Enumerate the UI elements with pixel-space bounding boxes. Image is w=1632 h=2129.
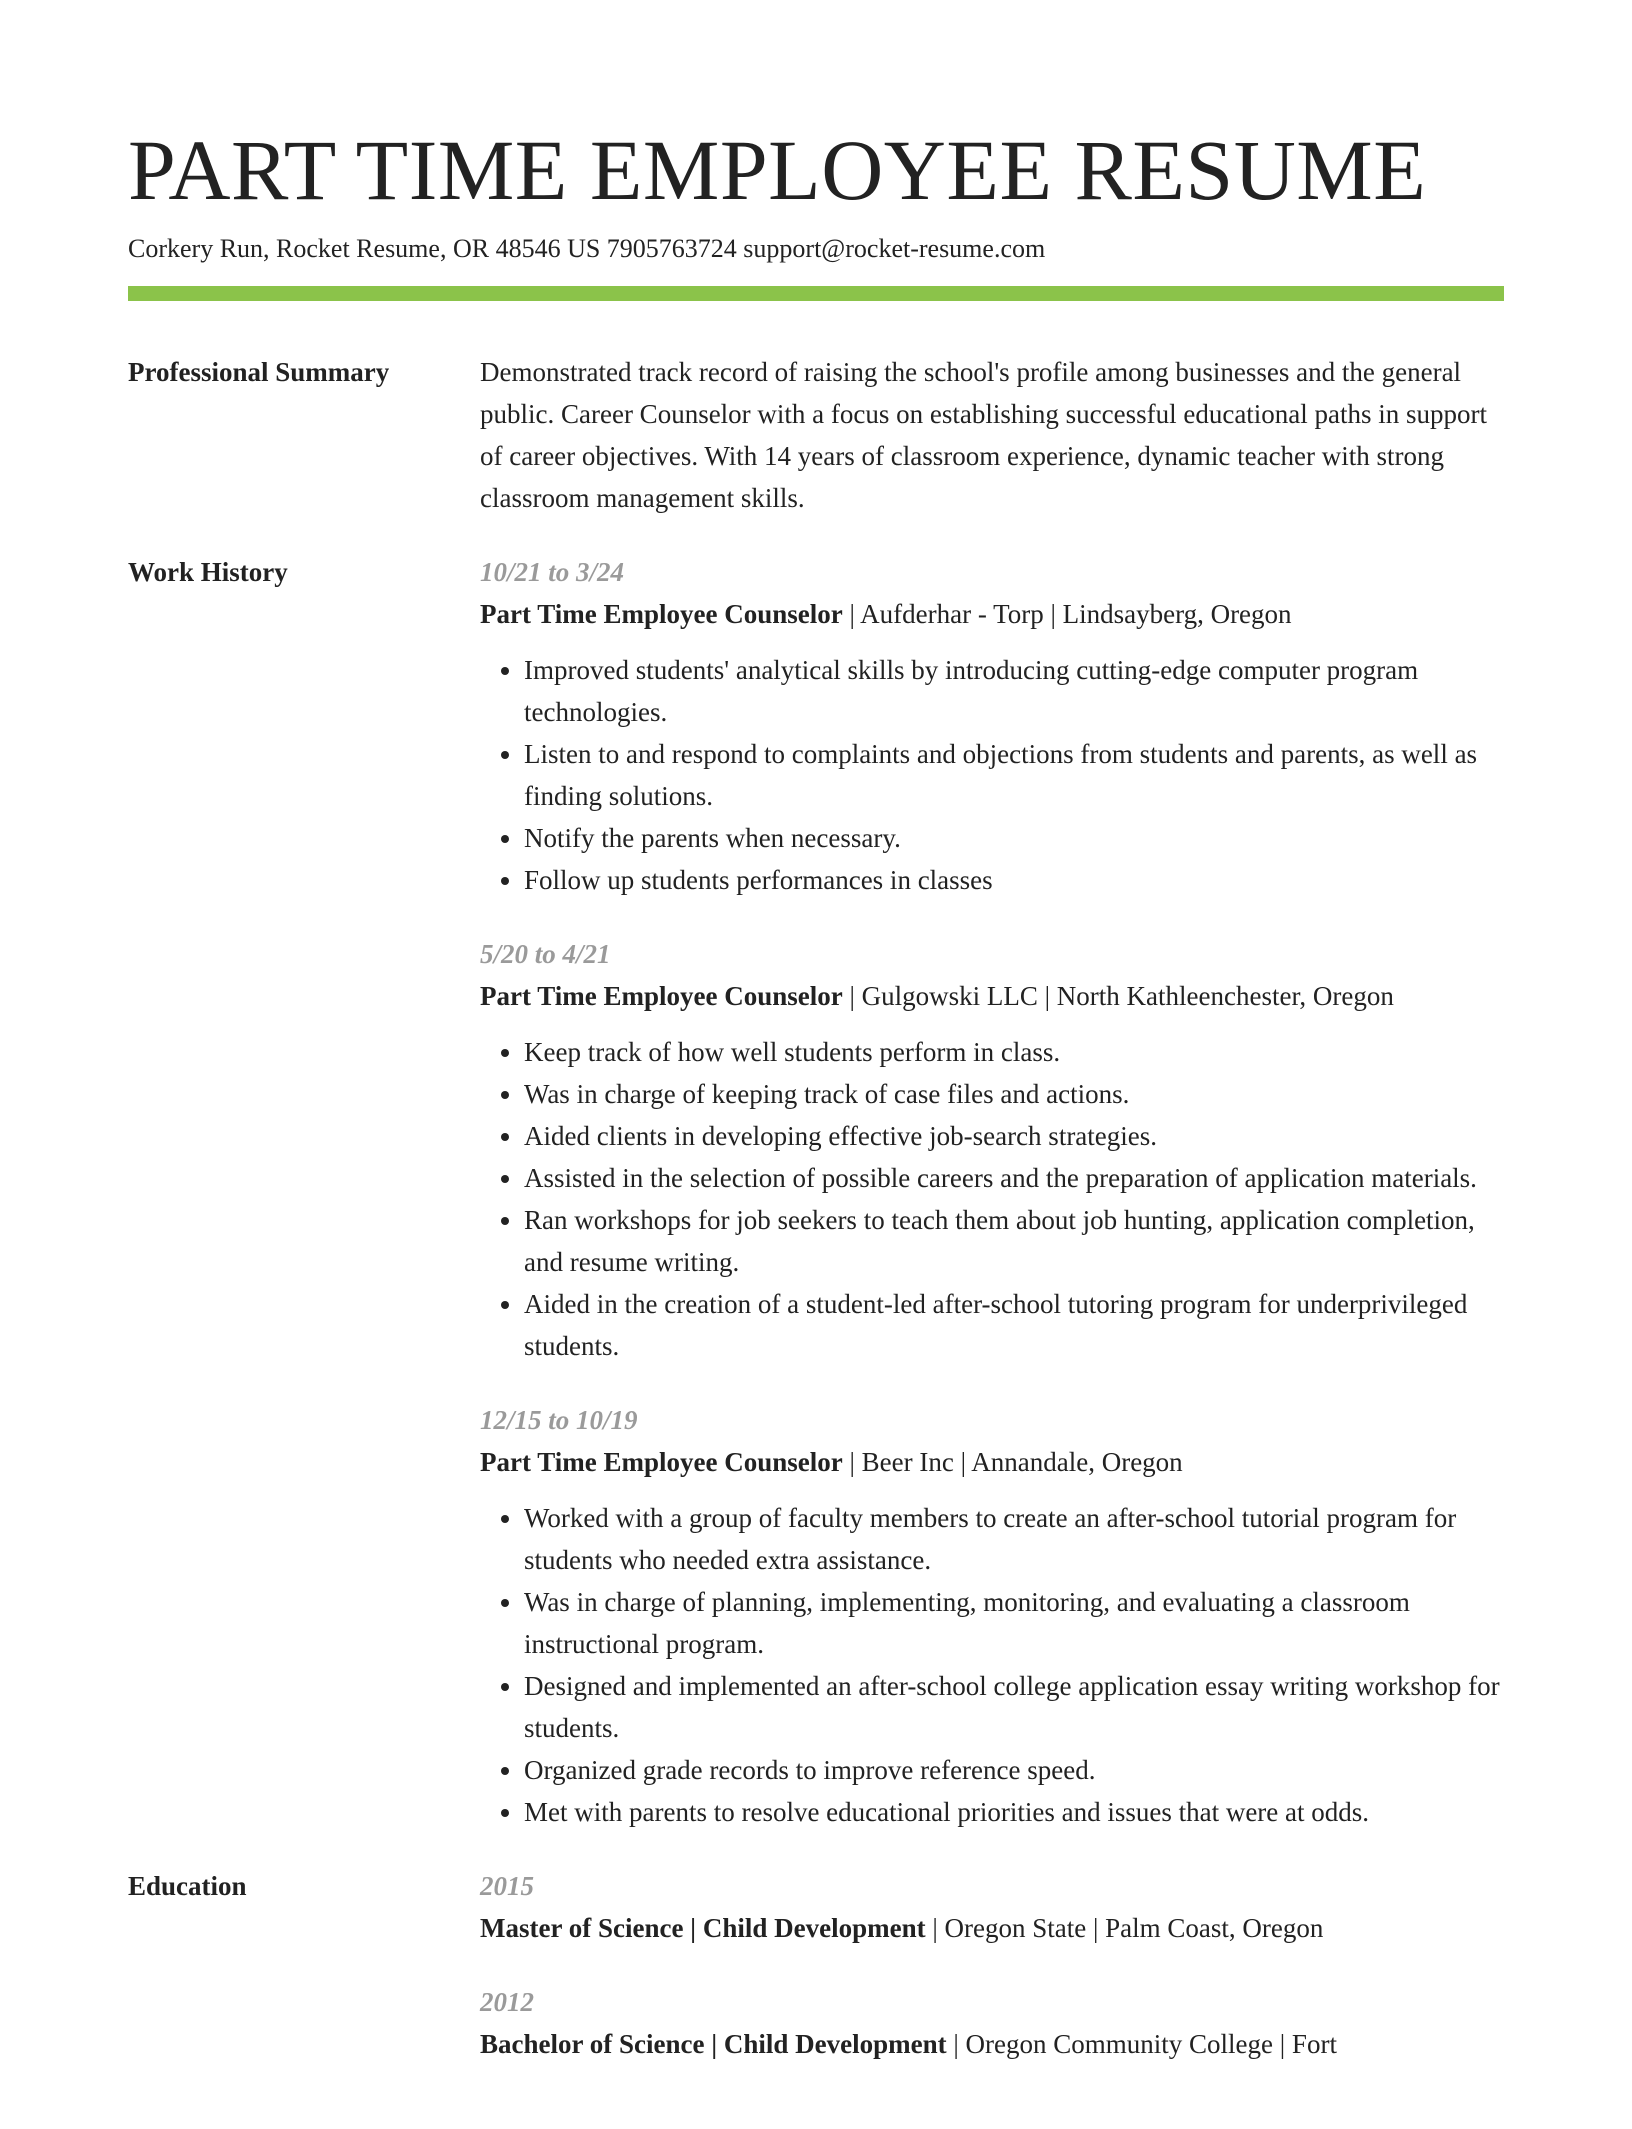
summary-body: [480, 351, 1504, 519]
job-bullet: • Assisted in the selection of possible careers and the preparation of application materials.: [524, 1157, 1504, 1199]
education-entry: [480, 1981, 1504, 2065]
job-bullet: • Listen to and respond to complaints and objections from students and parents, as well as finding solutions.: [524, 733, 1504, 817]
work-history-heading: Work History: [128, 557, 288, 587]
job-details: | Aufderhar - Torp | Lindsayberg, Oregon: [842, 599, 1292, 629]
education-year: 2012: [480, 1987, 534, 2017]
summary-section: [128, 351, 1504, 519]
job-bullets: [480, 1497, 1504, 1833]
contact-info: Corkery Run, Rocket Resume, OR 48546 US 7905763724 support@rocket-resume.com: [128, 234, 1046, 263]
job-entry: [480, 551, 1504, 901]
job-bullet: • Notify the parents when necessary.: [524, 817, 1504, 859]
summary-heading: Professional Summary: [128, 357, 390, 387]
job-bullet: • Organized grade records to improve reference speed.: [524, 1749, 1504, 1791]
job-entry: [480, 1399, 1504, 1833]
job-bullets: [480, 649, 1504, 901]
job-title: Part Time Employee Counselor: [480, 599, 843, 629]
job-bullet: • Keep track of how well students perform in class.: [524, 1031, 1504, 1073]
education-heading: Education: [128, 1871, 247, 1901]
degree-details: | Oregon Community College | Fort: [946, 2029, 1337, 2059]
degree-line: [480, 2023, 1504, 2065]
education-year: 2015: [480, 1871, 534, 1901]
job-bullet: • Was in charge of planning, implementing, monitoring, and evaluating a classroom instructional program.: [524, 1581, 1504, 1665]
job-title: Part Time Employee Counselor: [480, 1447, 843, 1477]
summary-text: Demonstrated track record of raising the school's profile among businesses and the general public. Career Counselor with a focus on establishing successful educational paths in support of career objectives. With 14 years of classroom experience, dynamic teacher with strong classroom management skills.: [480, 357, 1488, 513]
degree-details: | Oregon State | Palm Coast, Oregon: [925, 1913, 1324, 1943]
job-bullet: • Designed and implemented an after-school college application essay writing workshop for students.: [524, 1665, 1504, 1749]
job-dates: 12/15 to 10/19: [480, 1405, 638, 1435]
degree-line: [480, 1907, 1504, 1949]
resume-sections: [128, 351, 1504, 2129]
job-bullet: • Ran workshops for job seekers to teach them about job hunting, application completion, and resume writing.: [524, 1199, 1504, 1283]
degree-name: Bachelor of Science | Child Development: [480, 2029, 947, 2059]
job-title: Part Time Employee Counselor: [480, 981, 843, 1011]
job-dates: 5/20 to 4/21: [480, 939, 611, 969]
job-bullet: • Worked with a group of faculty members to create an after-school tutorial program for students who needed extra assistance.: [524, 1497, 1504, 1581]
accent-divider: [128, 286, 1504, 301]
education-section: [128, 1865, 1504, 2097]
job-bullet: • Was in charge of keeping track of case files and actions.: [524, 1073, 1504, 1115]
work-history-body: [480, 551, 1504, 1833]
education-body: [480, 1865, 1504, 2097]
job-bullet: • Aided clients in developing effective job-search strategies.: [524, 1115, 1504, 1157]
job-title-line: [480, 1441, 1504, 1483]
job-bullet: • Aided in the creation of a student-led after-school tutoring program for underprivileged students.: [524, 1283, 1504, 1367]
job-entry: [480, 933, 1504, 1367]
job-title-line: [480, 593, 1504, 635]
degree-name: Master of Science | Child Development: [480, 1913, 926, 1943]
job-details: | Beer Inc | Annandale, Oregon: [842, 1447, 1183, 1477]
job-details: | Gulgowski LLC | North Kathleenchester, Oregon: [842, 981, 1394, 1011]
job-bullet: • Improved students' analytical skills by introducing cutting-edge computer program technologies.: [524, 649, 1504, 733]
job-bullets: [480, 1031, 1504, 1367]
education-entry: [480, 1865, 1504, 1949]
job-title-line: [480, 975, 1504, 1017]
work-history-section: [128, 551, 1504, 1833]
job-bullet: • Met with parents to resolve educational priorities and issues that were at odds.: [524, 1791, 1504, 1833]
job-bullet: • Follow up students performances in classes: [524, 859, 1504, 901]
resume-title: PART TIME EMPLOYEE RESUME: [128, 122, 1427, 218]
job-dates: 10/21 to 3/24: [480, 557, 625, 587]
resume-header: [128, 118, 1504, 266]
